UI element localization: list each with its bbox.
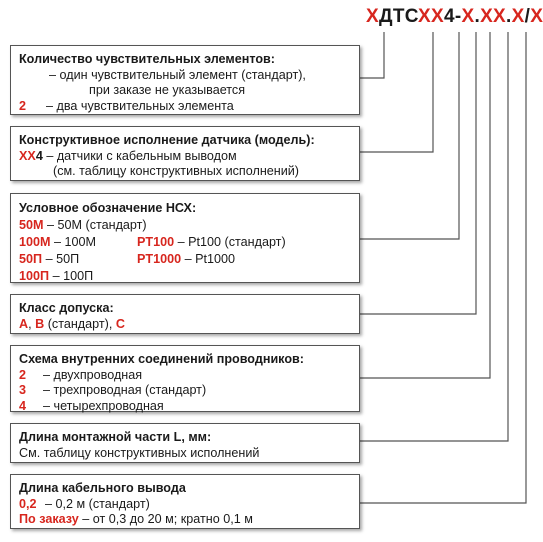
option-code: A	[19, 316, 29, 331]
option-code-digit: 4	[35, 148, 43, 163]
connector-elements	[360, 32, 384, 78]
option-text: – один чувствительный элемент (стандарт),	[49, 67, 306, 82]
option-text: См. таблицу конструктивных исполнений	[19, 445, 260, 460]
section-title: Конструктивное исполнение датчика (модель):	[19, 133, 315, 147]
option-code: 2	[19, 98, 27, 113]
section-title: Класс допуска:	[19, 301, 114, 315]
option-text: – от 0,3 до 20 м; кратно 0,1 м	[78, 512, 253, 526]
code-part-accuracy-wiring: ХХ	[480, 6, 507, 27]
section-mounting-length	[10, 423, 360, 463]
option-text: (стандарт),	[44, 316, 116, 331]
code-part-nsh: Х	[461, 6, 475, 27]
section-title: Условное обозначение НСХ:	[19, 201, 197, 215]
section-model	[10, 126, 360, 181]
option-code: PT100	[137, 235, 175, 249]
code-separator: /	[524, 6, 531, 27]
section-elements-count	[10, 45, 360, 115]
code-part-type: ДТС	[378, 6, 419, 27]
wiring-row	[19, 383, 351, 399]
section-title: Количество чувствительных элементов:	[19, 52, 275, 66]
option-code: C	[115, 316, 125, 331]
separator-text: ,	[28, 316, 36, 331]
code-separator: .	[506, 6, 512, 27]
option-text: – четырехпроводная	[43, 398, 164, 413]
option-code: ХХ	[19, 148, 36, 163]
option-text: – трехпроводная (стандарт)	[43, 383, 207, 397]
option-text: – Pt1000	[184, 252, 236, 266]
option-text: – 50М (стандарт)	[47, 218, 147, 232]
wiring-row	[19, 368, 351, 384]
connector-nsh	[360, 32, 459, 239]
option-code: 0,2	[19, 496, 37, 511]
option-text: – 50П	[45, 252, 80, 266]
option-code: 100П	[19, 269, 50, 283]
connector-model	[360, 32, 433, 152]
section-title: Длина монтажной части L, мм:	[19, 430, 212, 444]
section-wiring	[10, 345, 360, 412]
nsh-row	[19, 234, 351, 251]
option-code: 100М	[19, 235, 51, 249]
nsh-row	[19, 251, 351, 268]
option-code: 2	[19, 367, 27, 382]
code-separator: .	[474, 6, 481, 27]
code-part-length: Х	[511, 6, 525, 27]
option-code: 4	[19, 398, 27, 413]
option-text: – Pt100 (стандарт)	[177, 235, 286, 249]
section-title: Схема внутренних соединений проводников:	[19, 352, 304, 366]
code-separator: -	[454, 6, 462, 27]
option-text: – 100П	[52, 269, 94, 283]
option-note: (см. таблицу конструктивных исполнений)	[53, 164, 300, 178]
section-title: Длина кабельного вывода	[19, 481, 186, 495]
option-code: PT1000	[137, 252, 182, 266]
section-cable-length	[10, 474, 360, 529]
option-code: По заказу	[19, 512, 79, 526]
code-part-cable: Х	[530, 6, 543, 27]
nsh-row	[19, 217, 351, 234]
option-code: B	[35, 316, 45, 331]
code-part-model-digit: 4	[443, 6, 455, 27]
option-text: – два чувствительных элемента	[46, 98, 234, 113]
option-text: – двухпроводная	[43, 367, 143, 382]
connector-length	[360, 32, 508, 441]
connector-cable	[360, 32, 526, 503]
option-code: 50М	[19, 218, 44, 232]
wiring-row	[19, 399, 351, 415]
option-text: – датчики с кабельным выводом	[46, 148, 237, 163]
code-part-model: ХХ	[418, 6, 444, 27]
option-note: при заказе не указывается	[89, 83, 246, 97]
code-part-elements: Х	[366, 6, 379, 27]
connector-wiring	[360, 32, 490, 378]
section-accuracy-class	[10, 294, 360, 334]
nsh-row	[19, 268, 351, 285]
option-text: – 0,2 м (стандарт)	[45, 496, 150, 511]
section-nsh	[10, 193, 360, 283]
option-text: – 100М	[54, 235, 97, 249]
option-code: 3	[19, 383, 27, 397]
option-code: 50П	[19, 252, 43, 266]
